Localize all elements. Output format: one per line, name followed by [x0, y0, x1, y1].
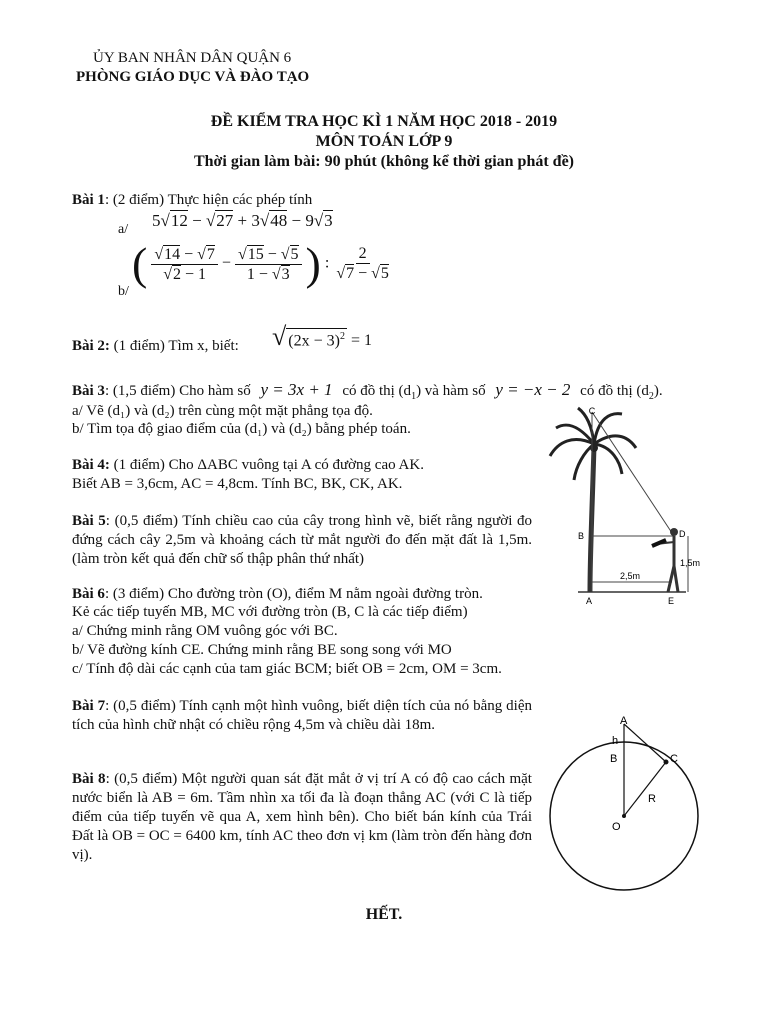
circle-label-h: h: [612, 735, 619, 747]
tree-label-c: C: [588, 406, 596, 416]
bai1-b-label: b/: [118, 284, 129, 299]
bai8-text: Bài 8: (0,5 điểm) Một người quan sát đặt mắt ở vị trí A có độ cao cách mặt nước biển là AB = 6m. Tầm nhìn xa tối đa là đoạn thẳng AC (với C là tiếp điểm của tiếp tuyến vẽ qua A, xem hình bên). Cho biết bán kính của Trái Đất là OB = OC = 6400 km, tính AC theo đơn vị km (làm tròn đến hàng đơn vị).: [72, 771, 532, 863]
line-of-sight: [592, 412, 674, 536]
bai5-text: Bài 5: (0,5 điểm) Tính chiều cao của cây trong hình vẽ, biết rằng người đo đứng cách cây 2,5m và khoảng cách từ mắt người đo đến mặt đất là 1,5m. (làm tròn kết quả đến chữ số thập phân thứ nhất): [72, 513, 532, 567]
bai1-a-label: a/: [118, 222, 129, 237]
exam-title: ĐỀ KIỂM TRA HỌC KÌ 1 NĂM HỌC 2018 - 2019: [210, 113, 558, 130]
bai1-a-expression: 5√12 − √27 + 3√48 − 9√3: [152, 211, 333, 230]
bai3-part-b: b/ Tìm tọa độ giao điểm của (d₁) và (d₂) bằng phép toán.: [72, 421, 411, 437]
bai1-b-expression: ( $\frac{√14 - √7}{√2 - 1}$ − $\frac{√15 - √5}{1 - √3}$ ) : $\frac{2}{√7 - √5}$: [132, 238, 389, 289]
bai4-heading: Bài 4: (1 điểm) Cho ΔABC vuông tại A có đường cao AK.: [72, 457, 424, 473]
bai2-heading: Bài 2: (1 điểm) Tìm x, biết:: [72, 338, 239, 354]
tree-label-height: 1,5m: [680, 558, 701, 568]
circle-label-r: R: [648, 793, 656, 805]
earth-circle-figure: [548, 712, 708, 892]
tree-label-b: B: [578, 531, 585, 541]
tree-label-distance: 2,5m: [620, 571, 641, 581]
bai2-expression: √ $(2x - 3)^2 = 1$: [272, 322, 372, 351]
exam-time: Thời gian làm bài: 90 phút (không kể thời gian phát đề): [193, 153, 575, 170]
palm-tree-illustration: [550, 408, 636, 592]
bai6-heading: Bài 6: (3 điểm) Cho đường tròn (O), điểm M nằm ngoài đường tròn.: [72, 586, 483, 602]
center-point: [622, 814, 626, 818]
tree-label-e: E: [668, 596, 675, 606]
bai7-text: Bài 7: (0,5 điểm) Tính cạnh một hình vuông, biết diện tích của nó bằng diện tích của hình chữ nhật có chiều rộng 4,5m và chiều dài 18m.: [72, 698, 532, 733]
bai6-part-a: a/ Chứng minh rằng OM vuông góc với BC.: [72, 623, 338, 639]
org-line-1: ỦY BAN NHÂN DÂN QUẬN 6: [93, 50, 292, 66]
circle-label-o: O: [612, 821, 621, 833]
circle-label-b: B: [610, 753, 618, 765]
bai3-heading: Bài 3: (1,5 điểm) Cho hàm số y = 3x + 1 có đồ thị $(d_1)$ và hàm số y = −x − 2 có đồ thị $(d_2)$.: [72, 380, 663, 402]
tree-label-a: A: [586, 596, 593, 606]
tangent-point: [664, 760, 669, 765]
circle-label-a: A: [620, 715, 628, 727]
end-mark: HẾT.: [365, 906, 403, 923]
bai3-part-a: a/ Vẽ (d₁) và (d₂) trên cùng một mặt phẳng tọa độ.: [72, 403, 373, 419]
bai4-line-2: Biết AB = 3,6cm, AC = 4,8cm. Tính BC, BK, CK, AK.: [72, 476, 403, 492]
circle-label-c: C: [670, 753, 678, 765]
bai6-part-b: b/ Vẽ đường kính CE. Chứng minh rằng BE song song với MO: [72, 642, 452, 658]
bai1-heading: Bài 1: (2 điểm) Thực hiện các phép tính: [72, 192, 313, 208]
tree-label-d: D: [679, 529, 686, 539]
radius-oc: [624, 762, 666, 816]
bai6-part-c: c/ Tính độ dài các cạnh của tam giác BCM; biết OB = 2cm, OM = 3cm.: [72, 661, 502, 677]
tree-figure: [548, 404, 701, 610]
org-line-2: PHÒNG GIÁO DỤC VÀ ĐÀO TẠO: [76, 69, 310, 85]
exam-subject: MÔN TOÁN LỚP 9: [315, 133, 453, 150]
bai6-line-2: Kẻ các tiếp tuyến MB, MC với đường tròn (B, C là các tiếp điểm): [72, 604, 468, 620]
